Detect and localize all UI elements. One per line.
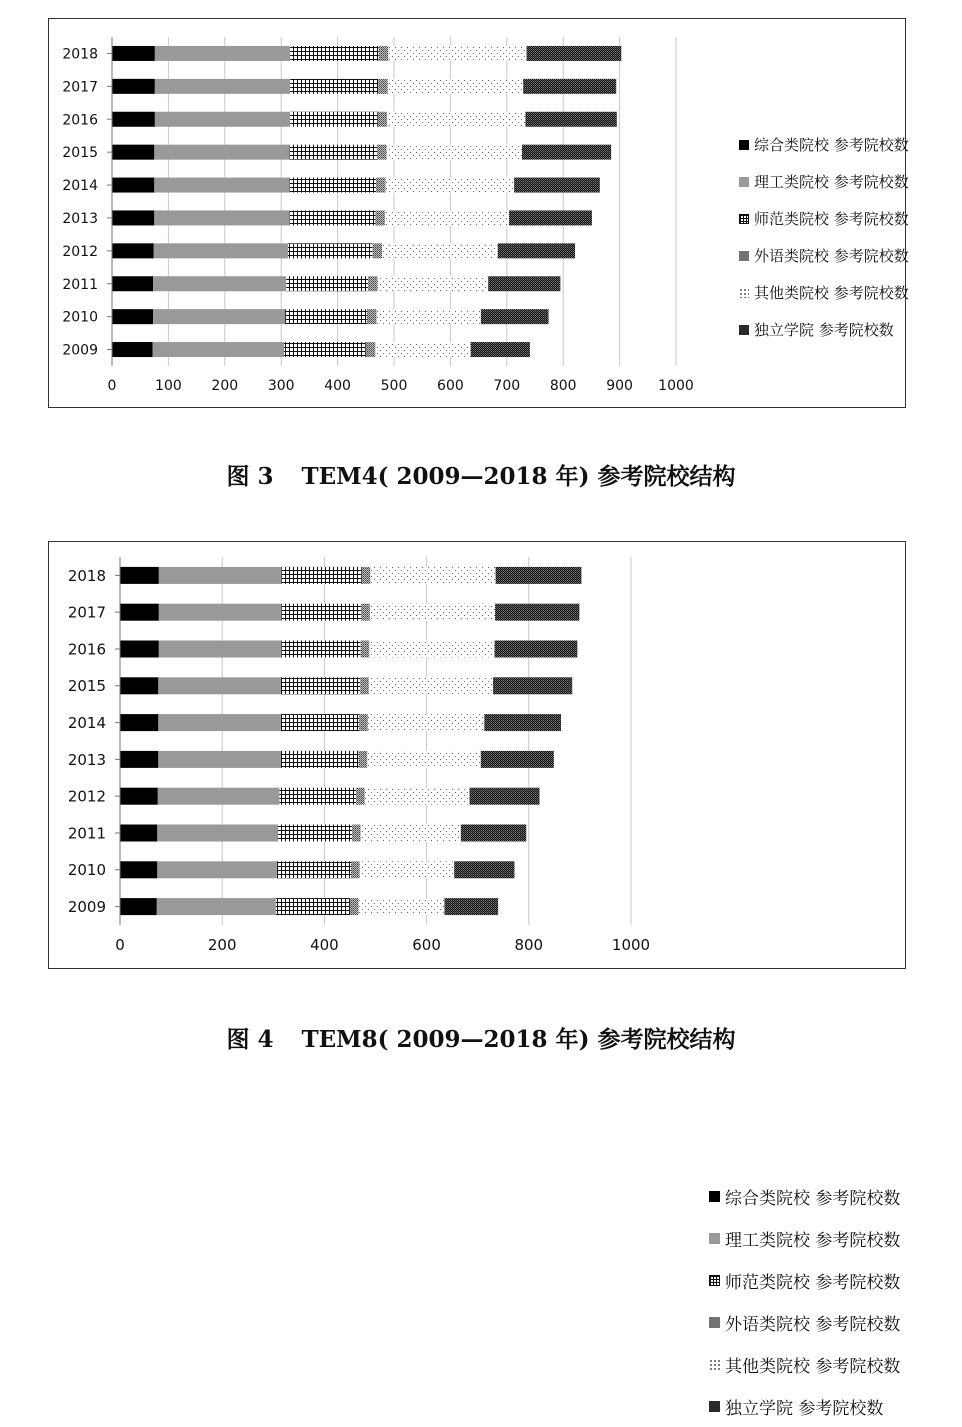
legend-swatch — [709, 1359, 720, 1370]
figure-3-label: 图 3 — [226, 463, 274, 490]
legend-label: 理工类院校 参考院校数 — [754, 173, 909, 191]
x-tick-label: 500 — [380, 378, 408, 394]
bar-segment-2018-s3 — [281, 567, 361, 584]
bar-segment-2011-s4 — [368, 276, 378, 291]
y-tick-label: 2016 — [62, 112, 98, 129]
bar-segment-2009-s4 — [366, 342, 376, 357]
bar-group-2016 — [120, 641, 577, 658]
bar-segment-2009-s1 — [112, 342, 153, 357]
bar-segment-2015-s2 — [158, 677, 281, 694]
bar-segment-2009-s3 — [276, 898, 350, 915]
bar-segment-2011-s6 — [461, 825, 526, 842]
y-tick-label: 2016 — [67, 640, 106, 659]
bar-segment-2011-s6 — [488, 276, 560, 291]
bar-group-2018 — [120, 567, 581, 584]
bar-segment-2018-s2 — [159, 567, 282, 584]
y-tick-label: 2012 — [62, 243, 98, 260]
bar-group-2013 — [112, 210, 592, 225]
x-tick-label: 1000 — [658, 378, 694, 394]
bar-group-2016 — [112, 112, 617, 127]
bar-segment-2014-s4 — [359, 714, 368, 731]
bar-segment-2018-s1 — [112, 46, 155, 61]
bar-segment-2016-s6 — [525, 112, 616, 127]
bar-segment-2015-s5 — [387, 145, 522, 160]
legend-swatch — [709, 1275, 720, 1286]
x-tick-label: 200 — [211, 378, 239, 394]
bar-group-2009 — [120, 898, 498, 915]
legend-swatch — [709, 1401, 720, 1412]
bar-segment-2018-s1 — [120, 567, 159, 584]
bar-segment-2013-s2 — [158, 751, 281, 768]
legend-label: 综合类院校 参考院校数 — [725, 1188, 901, 1209]
bar-group-2018 — [112, 46, 621, 61]
bar-segment-2013-s1 — [120, 751, 158, 768]
bar-segment-2015-s6 — [522, 145, 611, 160]
legend-swatch — [739, 140, 749, 150]
bar-segment-2015-s1 — [120, 677, 158, 694]
bar-segment-2015-s2 — [154, 145, 289, 160]
y-tick-label: 2010 — [67, 861, 106, 880]
legend-label: 综合类院校 参考院校数 — [754, 136, 909, 154]
bar-segment-2012-s4 — [356, 788, 365, 805]
bar-segment-2010-s1 — [112, 309, 153, 324]
bar-group-2014 — [120, 714, 561, 731]
x-tick-label: 800 — [514, 936, 544, 954]
bar-segment-2011-s3 — [278, 825, 352, 842]
bar-segment-2014-s2 — [154, 178, 289, 193]
bar-segment-2015-s6 — [493, 677, 572, 694]
legend-label: 其他类院校 参考院校数 — [725, 1356, 901, 1377]
x-tick-label: 200 — [207, 936, 237, 954]
bar-segment-2010-s3 — [285, 309, 367, 324]
legend-swatch — [739, 288, 749, 298]
bar-segment-2012-s5 — [382, 243, 498, 258]
x-tick-label: 600 — [437, 378, 464, 394]
bar-segment-2009-s6 — [471, 342, 530, 357]
bar-segment-2018-s4 — [362, 567, 371, 584]
bar-segment-2018-s5 — [388, 46, 526, 61]
bar-group-2014 — [112, 178, 600, 193]
x-tick-label: 300 — [267, 378, 295, 394]
bar-segment-2011-s1 — [112, 276, 153, 291]
bar-segment-2014-s1 — [112, 178, 154, 193]
bar-segment-2015-s3 — [281, 677, 360, 694]
legend-label: 独立学院 参考院校数 — [725, 1398, 884, 1419]
legend-item — [739, 274, 909, 311]
bar-segment-2017-s1 — [112, 79, 155, 94]
bar-group-2009 — [112, 342, 530, 357]
bar-segment-2010-s6 — [454, 861, 514, 878]
x-tick-label: 400 — [324, 378, 351, 394]
bar-segment-2018-s3 — [290, 46, 379, 61]
legend-label: 外语类院校 参考院校数 — [725, 1314, 901, 1335]
bar-group-2011 — [112, 276, 560, 291]
bar-segment-2018-s6 — [496, 567, 582, 584]
chart-tem8-plot — [49, 542, 905, 968]
bar-segment-2015-s4 — [360, 677, 369, 694]
bar-segment-2012-s1 — [112, 243, 154, 258]
bar-segment-2010-s4 — [367, 309, 377, 324]
bar-segment-2012-s3 — [288, 243, 373, 258]
bar-segment-2018-s2 — [155, 46, 290, 61]
bar-segment-2013-s6 — [481, 751, 554, 768]
bar-segment-2013-s4 — [375, 210, 385, 225]
bar-segment-2015-s4 — [377, 145, 387, 160]
bar-segment-2016-s1 — [112, 112, 155, 127]
legend-item — [709, 1217, 900, 1259]
bar-segment-2010-s5 — [377, 309, 481, 324]
legend-swatch — [709, 1317, 720, 1328]
y-tick-label: 2017 — [62, 79, 98, 96]
bar-segment-2017-s3 — [281, 604, 361, 621]
y-tick-label: 2014 — [67, 714, 106, 732]
bar-segment-2009-s2 — [153, 342, 284, 357]
bar-segment-2017-s5 — [370, 604, 495, 621]
bar-segment-2010-s2 — [153, 309, 285, 324]
bar-segment-2010-s2 — [157, 861, 277, 878]
bar-segment-2012-s3 — [279, 788, 356, 805]
bar-segment-2012-s6 — [470, 788, 540, 805]
legend-swatch — [739, 177, 749, 187]
bar-segment-2011-s3 — [286, 276, 368, 291]
bar-segment-2013-s3 — [281, 751, 359, 768]
x-tick-label: 600 — [412, 936, 441, 954]
legend-item — [739, 126, 909, 163]
bar-segment-2011-s2 — [153, 276, 286, 291]
bar-segment-2014-s2 — [158, 714, 281, 731]
bar-segment-2013-s5 — [367, 751, 480, 768]
bar-segment-2012-s2 — [158, 788, 280, 805]
bar-segment-2015-s1 — [112, 145, 154, 160]
bar-segment-2015-s5 — [369, 677, 493, 694]
y-tick-label: 2013 — [62, 210, 98, 227]
figure-4-caption — [0, 1021, 962, 1054]
bar-segment-2010-s1 — [120, 861, 157, 878]
bar-segment-2014-s5 — [368, 714, 485, 731]
legend-swatch — [739, 214, 749, 224]
bar-segment-2016-s2 — [159, 641, 282, 658]
legend-item — [739, 237, 909, 274]
y-tick-label: 2014 — [62, 178, 98, 195]
y-tick-label: 2015 — [62, 145, 98, 162]
bar-segment-2012-s5 — [365, 788, 470, 805]
legend-item — [739, 163, 909, 200]
bar-group-2011 — [120, 825, 526, 842]
legend-swatch — [709, 1191, 720, 1202]
x-tick-label: 400 — [310, 936, 339, 954]
bar-segment-2016-s3 — [281, 641, 360, 658]
bar-segment-2014-s6 — [484, 714, 561, 731]
bar-group-2010 — [120, 861, 514, 878]
bar-group-2017 — [112, 79, 616, 94]
bar-segment-2018-s6 — [527, 46, 622, 61]
bar-segment-2010-s3 — [277, 861, 351, 878]
figure-3-title: TEM4( 2009—2018 年) 参考院校结构 — [301, 463, 736, 490]
bar-segment-2017-s2 — [159, 604, 282, 621]
bar-segment-2016-s1 — [120, 641, 159, 658]
legend-label: 师范类院校 参考院校数 — [754, 210, 909, 228]
bar-segment-2017-s1 — [120, 604, 159, 621]
legend-item — [739, 311, 909, 348]
bar-segment-2010-s6 — [481, 309, 549, 324]
bar-segment-2016-s6 — [495, 641, 578, 658]
y-tick-label: 2013 — [67, 750, 106, 769]
bar-segment-2011-s1 — [120, 825, 157, 842]
chart-tem8-legend — [709, 1175, 900, 1427]
bar-segment-2013-s5 — [385, 210, 509, 225]
bar-segment-2009-s1 — [120, 898, 157, 915]
x-tick-label: 0 — [107, 378, 117, 394]
y-tick-label: 2009 — [62, 342, 98, 359]
bar-segment-2017-s6 — [523, 79, 616, 94]
bar-segment-2011-s5 — [361, 825, 461, 842]
y-tick-label: 2010 — [62, 309, 98, 326]
bar-segment-2014-s3 — [281, 714, 359, 731]
bar-segment-2016-s3 — [290, 112, 377, 127]
legend-item — [709, 1385, 900, 1427]
x-tick-label: 100 — [155, 378, 182, 394]
legend-label: 独立学院 参考院校数 — [754, 321, 894, 339]
bar-segment-2015-s3 — [290, 145, 377, 160]
bar-segment-2014-s1 — [120, 714, 158, 731]
bar-segment-2016-s4 — [378, 112, 388, 127]
legend-label: 其他类院校 参考院校数 — [754, 284, 909, 302]
bar-segment-2009-s2 — [157, 898, 276, 915]
legend-label: 外语类院校 参考院校数 — [754, 247, 909, 265]
bar-group-2012 — [112, 243, 575, 258]
bar-segment-2012-s2 — [154, 243, 288, 258]
bar-segment-2016-s4 — [361, 641, 370, 658]
legend-item — [709, 1175, 900, 1217]
bar-segment-2013-s6 — [509, 210, 592, 225]
bar-segment-2018-s5 — [370, 567, 495, 584]
bar-group-2015 — [112, 145, 611, 160]
bar-segment-2013-s4 — [359, 751, 368, 768]
x-tick-label: 700 — [493, 378, 521, 394]
figure-3-caption — [0, 458, 962, 491]
bar-segment-2009-s3 — [284, 342, 366, 357]
bar-group-2012 — [120, 788, 540, 805]
chart-tem4-legend — [739, 126, 909, 348]
legend-swatch — [739, 325, 749, 335]
y-tick-label: 2018 — [67, 566, 106, 585]
bar-group-2017 — [120, 604, 579, 621]
bar-segment-2009-s4 — [350, 898, 359, 915]
y-tick-label: 2018 — [62, 46, 98, 63]
x-tick-label: 800 — [549, 378, 577, 394]
y-tick-label: 2017 — [67, 603, 106, 622]
x-tick-label: 1000 — [611, 936, 651, 954]
legend-swatch — [709, 1233, 720, 1244]
x-tick-label: 900 — [606, 378, 633, 394]
legend-label: 师范类院校 参考院校数 — [725, 1272, 901, 1293]
y-tick-label: 2009 — [67, 898, 106, 916]
bar-segment-2017-s6 — [495, 604, 579, 621]
legend-item — [739, 200, 909, 237]
y-tick-label: 2011 — [67, 824, 106, 843]
legend-item — [709, 1343, 900, 1385]
bar-segment-2014-s5 — [386, 178, 515, 193]
bar-segment-2013-s2 — [154, 210, 289, 225]
bar-group-2013 — [120, 751, 554, 768]
bar-segment-2009-s5 — [375, 342, 470, 357]
bar-segment-2011-s2 — [157, 825, 278, 842]
bar-segment-2010-s5 — [360, 861, 455, 878]
bar-segment-2016-s5 — [369, 641, 494, 658]
bar-segment-2014-s3 — [290, 178, 376, 193]
bar-segment-2016-s2 — [155, 112, 290, 127]
bar-segment-2017-s2 — [155, 79, 290, 94]
bar-segment-2010-s4 — [351, 861, 360, 878]
bar-segment-2012-s6 — [498, 243, 575, 258]
chart-tem4 — [48, 18, 909, 408]
figure-4-title: TEM8( 2009—2018 年) 参考院校结构 — [301, 1026, 736, 1053]
legend-label: 理工类院校 参考院校数 — [725, 1230, 901, 1251]
x-tick-label: 0 — [115, 936, 125, 954]
bar-segment-2009-s5 — [359, 898, 445, 915]
bar-segment-2012-s1 — [120, 788, 158, 805]
bar-group-2010 — [112, 309, 549, 324]
legend-swatch — [739, 251, 749, 261]
bar-segment-2014-s6 — [514, 178, 600, 193]
bar-segment-2018-s4 — [379, 46, 389, 61]
bar-segment-2011-s4 — [352, 825, 361, 842]
bar-segment-2017-s5 — [388, 79, 523, 94]
bar-segment-2009-s6 — [444, 898, 498, 915]
bar-segment-2011-s5 — [378, 276, 489, 291]
bar-group-2015 — [120, 677, 572, 694]
bar-segment-2017-s3 — [290, 79, 378, 94]
y-tick-label: 2012 — [67, 787, 106, 806]
bar-segment-2013-s1 — [112, 210, 154, 225]
bar-segment-2017-s4 — [361, 604, 370, 621]
bar-segment-2016-s5 — [387, 112, 525, 127]
figure-4-label: 图 4 — [226, 1026, 274, 1053]
bar-segment-2014-s4 — [376, 178, 386, 193]
bar-segment-2017-s4 — [378, 79, 388, 94]
bar-segment-2013-s3 — [290, 210, 376, 225]
bar-segment-2012-s4 — [373, 243, 383, 258]
legend-item — [709, 1301, 900, 1343]
y-tick-label: 2011 — [62, 276, 98, 293]
y-tick-label: 2015 — [67, 677, 106, 696]
legend-item — [709, 1259, 900, 1301]
